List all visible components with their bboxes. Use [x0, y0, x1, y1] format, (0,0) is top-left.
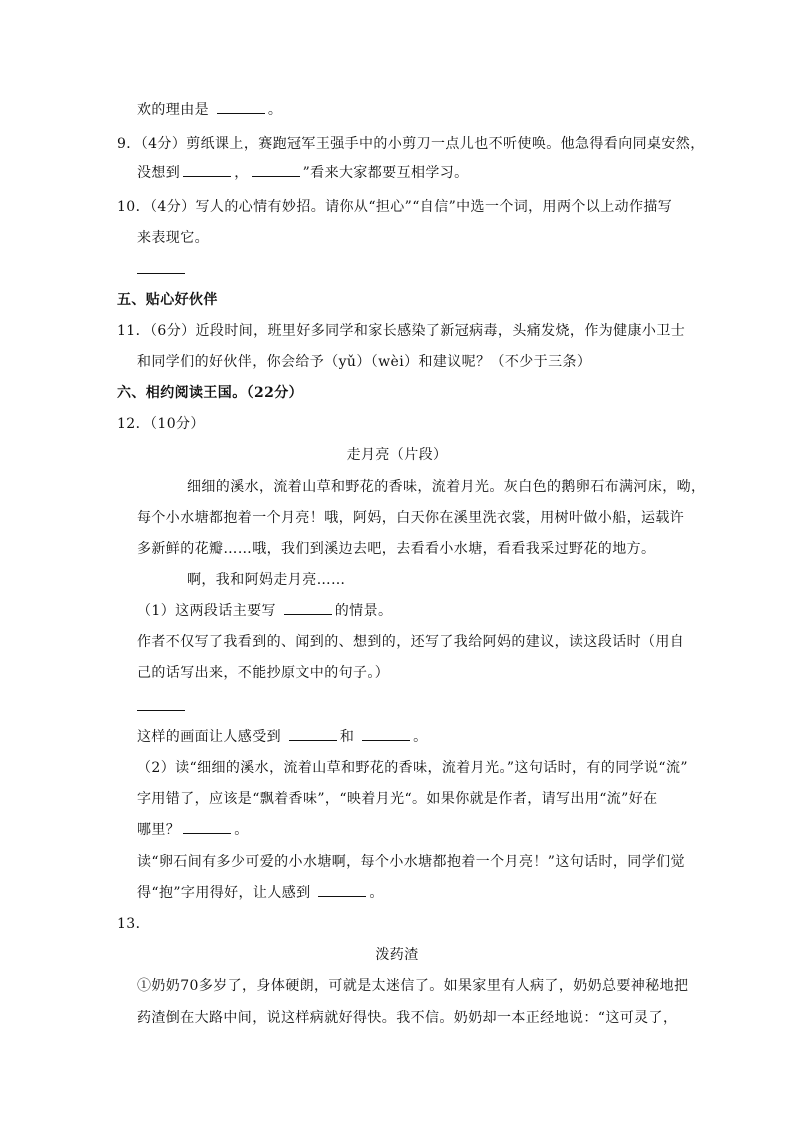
sub-q1-line-2: 作者不仅写了我看到的、闻到的、想到的，还写了我给阿妈的建议，读这段话时（用自: [137, 634, 685, 650]
sub-q1-line-3: 己的话写出来，不能抄原文中的句子。）: [137, 665, 390, 681]
q10-line-2: 来表现它。: [137, 230, 209, 246]
q10-line-1: 10．（4分）写人的心情有妙招。请你从“担心”“自信”中选一个词，用两个以上动作描写: [117, 199, 673, 215]
text: ，: [234, 165, 249, 181]
passage-title-1: 走月亮（片段）: [346, 447, 448, 463]
passage-1-line-3: 多新鲜的花瓣……哦，我们到溪边去吧，去看看小水塘，看看我采过野花的地方。: [137, 541, 656, 557]
q9-line-2: [137, 163, 469, 183]
answer-blank[interactable]: [289, 728, 337, 741]
text: 。: [413, 729, 428, 745]
answer-blank[interactable]: [137, 261, 185, 274]
answer-blank[interactable]: [183, 164, 231, 177]
answer-blank[interactable]: [362, 728, 410, 741]
section-5-heading: 五、贴心好伙伴: [117, 292, 218, 308]
text: 欢的理由是: [137, 102, 214, 118]
passage-3-line-1: ①奶奶70多岁了，身体硬朗，可就是太迷信了。如果家里有人病了，奶奶总要神秘地把: [137, 978, 689, 994]
passage-2-line-1: 啊，我和阿妈走月亮……: [187, 572, 346, 588]
sub-q1-line-1: [137, 601, 392, 621]
q9-line-1: 9．（4分）剪纸课上，赛跑冠军王强手中的小剪刀一点儿也不听使唤。他急得看向同桌安然，: [117, 136, 705, 152]
text: 。: [369, 885, 384, 901]
sub-q2-line-3: [137, 820, 249, 840]
q10-answer: [137, 260, 185, 280]
passage-1-line-2: 每个小水塘都抱着一个月亮！哦，阿妈，白天你在溪里洗衣裳，用树叶做小船，运载许: [137, 510, 685, 526]
sub-q1-line-4: [137, 727, 428, 747]
passage-1-line-1: 细细的溪水，流着山草和野花的香味，流着月光。灰白色的鹅卵石布满河床，呦，: [187, 479, 706, 495]
text: （1）这两段话主要写: [137, 603, 281, 619]
text: 的情景。: [334, 603, 393, 619]
q12-label: 12．（10分）: [117, 416, 205, 432]
answer-blank[interactable]: [183, 821, 231, 834]
answer-blank[interactable]: [318, 884, 366, 897]
answer-blank[interactable]: [284, 602, 332, 615]
sub-q2-line-5: [137, 883, 384, 903]
q11-line-1: 11．（6分）近段时间，班里好多同学和家长感染了新冠病毒，头痛发烧，作为健康小卫士: [117, 323, 686, 339]
q11-line-2: 和同学们的好伙伴，你会给予（yǔ）（wèi）和建议呢？（不少于三条）: [137, 354, 592, 370]
q13-label: 13．: [117, 916, 151, 932]
text: 。: [267, 102, 283, 118]
passage-3-line-2: 药渣倒在大路中间，说这样病就好得快。我不信。奶奶却一本正经地说：“这可灵了，: [137, 1010, 678, 1026]
sub-q2-line-1: （2）读“细细的溪水，流着山草和野花的香味，流着月光。”这句话时，有的同学说“流”: [137, 760, 688, 776]
answer-blank[interactable]: [217, 101, 265, 114]
sub-q1-answer: [137, 697, 185, 717]
text: 得“抱”字用得好，让人感到: [137, 885, 316, 901]
sub-q2-line-4: 读“卵石间有多少可爱的小水塘啊，每个小水塘都抱着一个月亮！”这句话时，同学们觉: [137, 854, 685, 870]
text: 。: [234, 822, 249, 838]
text: ”看来大家都要互相学习。: [302, 165, 469, 181]
text: 这样的画面让人感受到: [137, 729, 286, 745]
answer-blank[interactable]: [252, 164, 300, 177]
text: 和: [339, 729, 360, 745]
sub-q2-line-2: 字用错了，应该是“飘着香味”，“映着月光“。如果你就是作者，请写出用“流”好在: [137, 791, 658, 807]
passage-title-2: 泼药渣: [375, 947, 419, 963]
text: 没想到: [137, 165, 181, 181]
section-6-heading: 六、相约阅读王国。（22分）: [117, 385, 304, 401]
q8-tail-line: [137, 100, 282, 120]
answer-blank[interactable]: [137, 698, 185, 711]
text: 哪里？: [137, 822, 181, 838]
